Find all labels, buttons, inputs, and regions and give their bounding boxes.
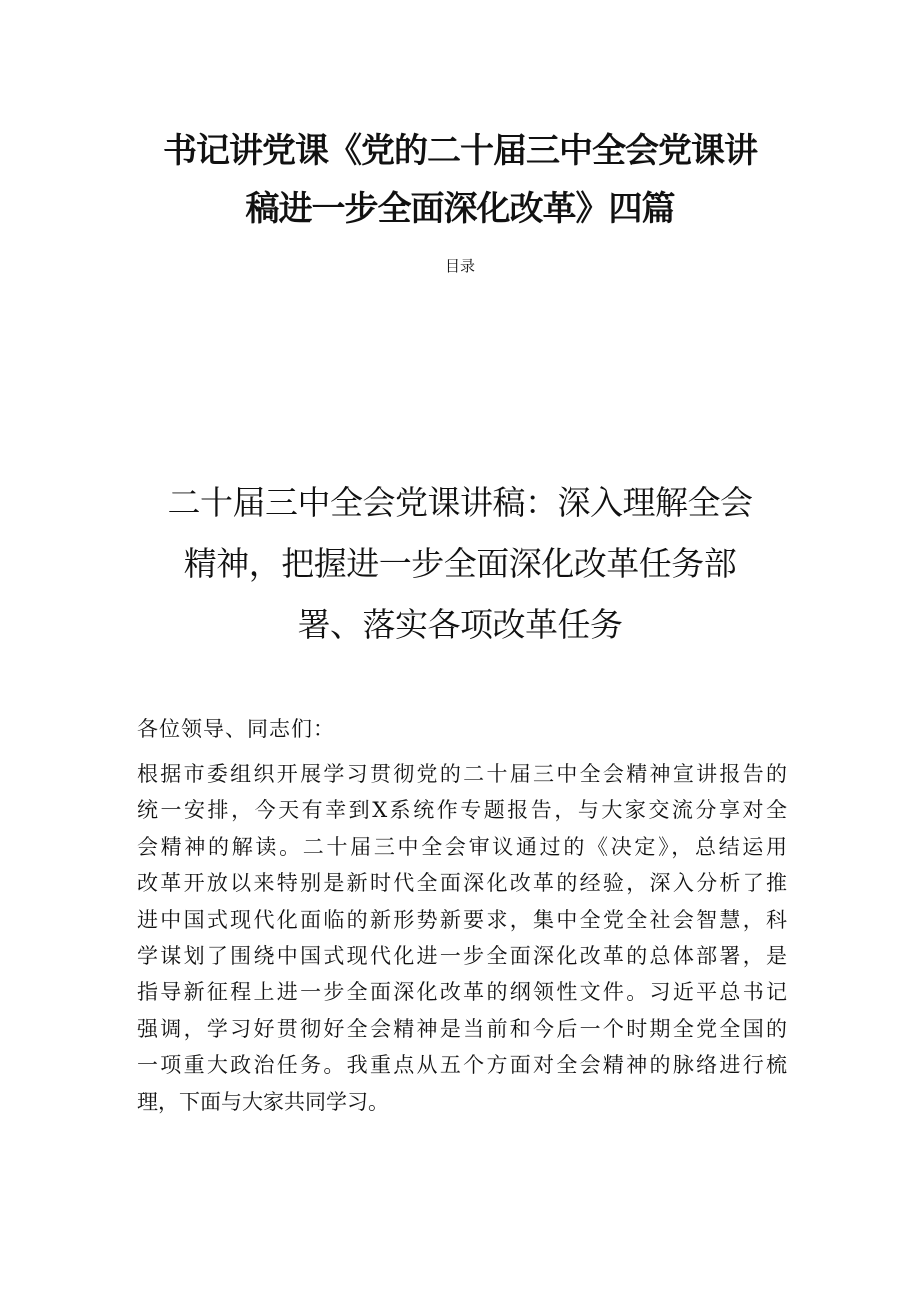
paragraph-line: 统一安排，今天有幸到X系统作专题报告，与大家交流分享对全	[137, 798, 787, 823]
paragraph-line: 理，下面与大家共同学习。	[137, 1089, 389, 1114]
document-title-line: 书记讲党课《党的二十届三中全会党课讲	[163, 131, 757, 171]
section-title-line: 署、落实各项改革任务	[297, 605, 623, 644]
section-title-line: 精神，把握进一步全面深化改革任务部	[183, 544, 737, 583]
paragraph-line: 强调，学习好贯彻好全会精神是当前和今后一个时期全党全国的	[137, 1016, 787, 1041]
paragraph-line: 指导新征程上进一步全面深化改革的纲领性文件。习近平总书记	[137, 980, 787, 1005]
paragraph-line: 学谋划了围绕中国式现代化进一步全面深化改革的总体部署，是	[137, 944, 787, 969]
section-title-line: 二十届三中全会党课讲稿：深入理解全会	[167, 483, 753, 522]
paragraph-line: 改革开放以来特别是新时代全面深化改革的经验，深入分析了推	[137, 871, 787, 896]
paragraph-line: 会精神的解读。二十届三中全会审议通过的《决定》，总结运用	[137, 834, 787, 859]
document-title	[0, 122, 920, 238]
document-title-line: 稿进一步全面深化改革》四篇	[245, 189, 675, 229]
section-title	[0, 472, 920, 655]
greeting: 各位领导、同志们：	[137, 717, 335, 741]
paragraph-line: 根据市委组织开展学习贯彻党的二十届三中全会精神宣讲报告的	[137, 762, 787, 786]
paragraph-line: 进中国式现代化面临的新形势新要求，集中全党全社会智慧，科	[137, 907, 787, 932]
body-paragraph	[137, 756, 787, 1120]
paragraph-line: 一项重大政治任务。我重点从五个方面对全会精神的脉络进行梳	[137, 1053, 787, 1078]
table-of-contents-label: 目录	[444, 257, 475, 275]
